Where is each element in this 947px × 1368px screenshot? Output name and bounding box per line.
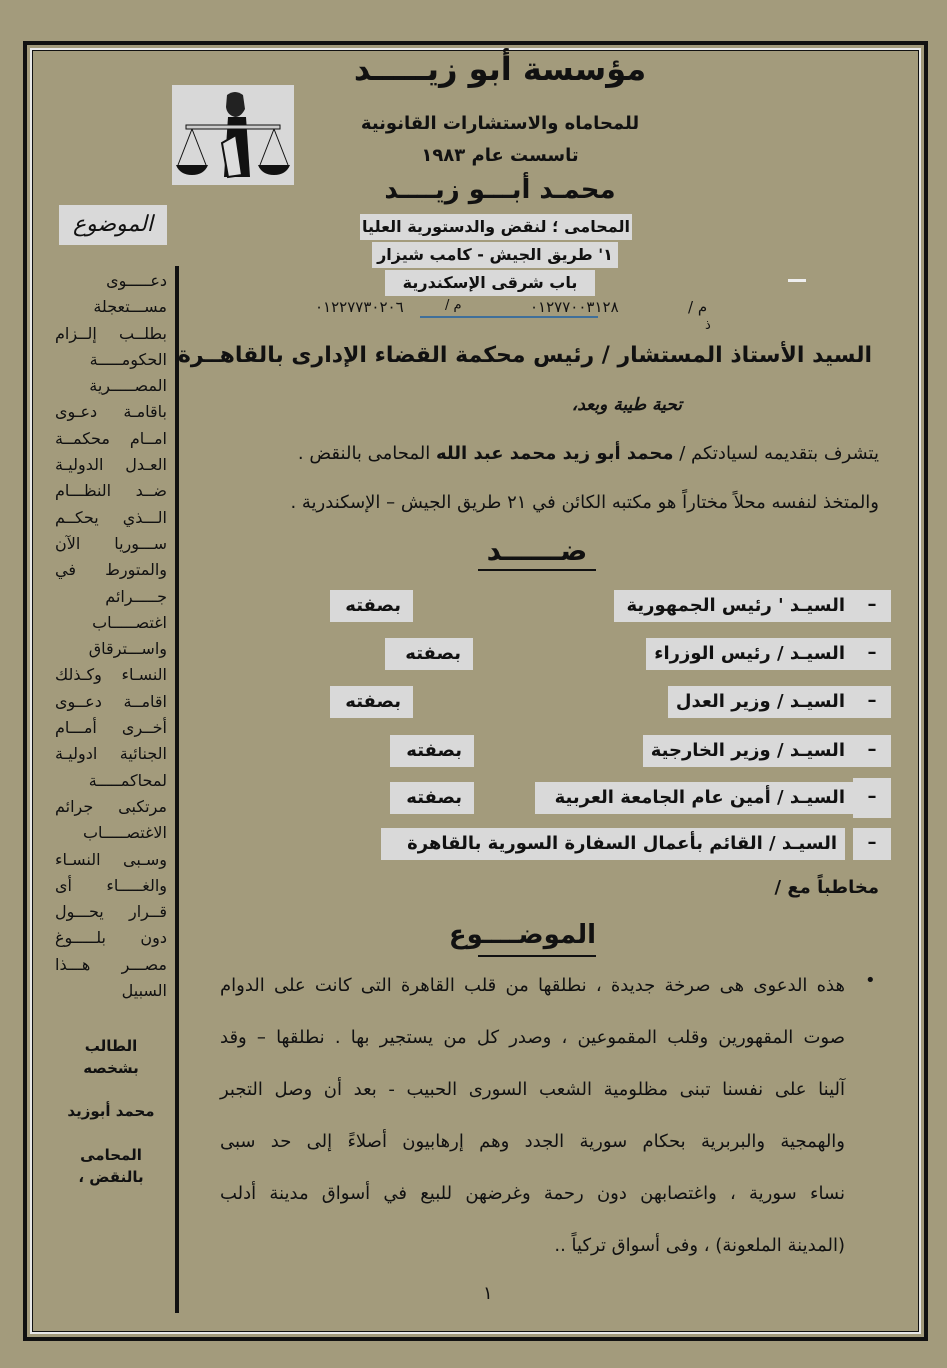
against-heading: ضــــــد xyxy=(478,533,596,571)
phone-number-2: ٠١٢٢٧٧٣٠٢٠٦ xyxy=(315,298,404,316)
signature-title-1: المحامى xyxy=(80,1146,142,1164)
sidebar-line: مرتكبى جرائم xyxy=(55,796,167,816)
phone-number-1: ٠١٢٧٧٠٠٣١٢٨ xyxy=(530,298,619,316)
sidebar-line: مصـــر هـــذا xyxy=(55,954,167,974)
sidebar-line: ســـوريا الآن xyxy=(55,533,167,553)
sidebar-line: وسـبى النسـاء xyxy=(55,849,167,869)
bullet-icon: • xyxy=(865,970,876,991)
addressed-with: مخاطباً مع / xyxy=(774,877,879,898)
intro-prefix: يتشرف بتقديمه لسيادتكم / xyxy=(673,443,879,464)
defendant-name: السيـد / وزير الخارجية xyxy=(643,735,853,767)
defendant-name: السيـد / أمين عام الجامعة العربية xyxy=(535,782,853,814)
defendant-capacity: بصفته xyxy=(330,590,413,622)
sidebar-line: مســـتعجلة xyxy=(93,297,167,317)
body-line: صوت المقهورين وقلب المقموعين ، وصدر كل من يستجير بها . نطلقها – وقد xyxy=(220,1027,845,1048)
sidebar-line: قــرار يحـــول xyxy=(55,902,167,922)
signature-title-2: بالنقض ، xyxy=(78,1168,144,1186)
page-number: ١ xyxy=(483,1283,493,1304)
signature-line-2: بشخصه xyxy=(83,1059,139,1077)
sidebar-line: الـــذي يحكــم xyxy=(55,507,167,527)
body-line: هذه الدعوى هى صرخة جديدة ، نطلقها من قلب القاهرة التى كانت على الدوام xyxy=(220,975,845,996)
stray-mark-bar xyxy=(788,279,806,282)
firm-subtitle: للمحاماه والاستشارات القانونية xyxy=(360,113,640,134)
defendant-name: السيـد / رئيس الوزراء xyxy=(646,638,853,670)
defendant-dash: – xyxy=(853,735,891,767)
defendant-capacity: بصفته xyxy=(390,782,474,814)
lawyer-name: محمـد أبـــو زيــــد xyxy=(384,175,616,205)
sidebar-line: اقامــة دعــوى xyxy=(55,691,167,711)
sidebar-line: النسـاء وكـذلك xyxy=(55,665,167,685)
stray-mark: ذ xyxy=(705,318,711,333)
sidebar-line: والمتورط في xyxy=(55,560,167,580)
sidebar-line: والغـــــاء أى xyxy=(55,875,167,895)
phone-prefix-1: م / xyxy=(688,298,708,316)
defendant-capacity: بصفته xyxy=(385,638,473,670)
sidebar-line: المصـــــرية xyxy=(89,376,167,396)
sidebar-line: بطلــب إلــزام xyxy=(55,323,167,343)
subject-heading: الموضــــوع xyxy=(478,915,596,957)
sidebar-line: الاغتصـــــاب xyxy=(82,823,167,843)
sidebar-subject-text xyxy=(55,268,167,1004)
sidebar-line: الحكومـــــة xyxy=(89,349,167,369)
defendant-dash: – xyxy=(853,686,891,718)
sidebar-line: دون بلـــــوغ xyxy=(55,928,167,948)
body-line: والهمجية والبربرية بحكام سورية الجدد وهم إرهابيون أصلاءً إلى حد سبى xyxy=(220,1131,845,1152)
defendant-name: السيـد ' رئيس الجمهورية xyxy=(614,590,853,622)
addressee: السيد الأستاذ المستشار / رئيس محكمة القضاء الإدارى بالقاهــرة xyxy=(177,343,872,368)
defendant-name: السيـد / القائم بأعمال السفارة السورية بالقاهرة xyxy=(381,828,845,860)
address-line-2: باب شرقى الإسكندرية xyxy=(385,270,595,296)
body-line: آلينا على نفسنا تبنى مظلومية الشعب السورى الحبيب - بعد أن وصل التجبر xyxy=(220,1079,845,1100)
sidebar-divider xyxy=(175,266,179,1313)
sidebar-line: السبيل xyxy=(121,981,167,1001)
firm-name: مؤسسة أبو زيـــــد xyxy=(353,50,647,88)
intro-suffix: المحامى بالنقض . xyxy=(297,443,437,464)
defendant-dash: – xyxy=(853,590,891,622)
sidebar-line: واســـترقاق xyxy=(88,639,167,659)
sidebar-line: اغتصـــــاب xyxy=(92,612,167,632)
defendant-name: السيـد / وزير العدل xyxy=(668,686,853,718)
lawyer-title: المحامى ؛ لنقض والدستورية العليا xyxy=(360,214,632,240)
greeting: تحية طيبة وبعد، xyxy=(571,395,682,415)
sidebar-line: العـدل الدوليـة xyxy=(55,455,167,475)
signature-name: محمد أبوزيد xyxy=(67,1102,155,1120)
sidebar-line: جـــــرائم xyxy=(105,586,167,606)
defendant-capacity: بصفته xyxy=(330,686,413,718)
sidebar-subject-title: الموضوع xyxy=(59,205,167,245)
intro-line xyxy=(298,443,879,464)
sidebar-line: باقامـة دعـوى xyxy=(55,402,167,422)
body-line: (المدينة الملعونة) ، وفى أسواق تركياً .. xyxy=(554,1235,845,1256)
sidebar-line: امــام محكمــة xyxy=(55,428,167,448)
domicile-line: والمتخذ لنفسه محلاً مختاراً هو مكتبه الكائن في ٢١ طريق الجيش – الإسكندرية . xyxy=(290,492,879,513)
sidebar-line: ضــد النظـــام xyxy=(55,481,167,501)
firm-logo xyxy=(172,85,294,185)
sidebar-line: لمحاكمـــــة xyxy=(88,770,167,790)
defendant-dash: – xyxy=(853,828,891,860)
phone-prefix-2: م / xyxy=(445,298,462,313)
scales-of-justice-icon xyxy=(172,85,294,185)
sidebar-line: دعـــــوى xyxy=(106,271,167,290)
intro-name: محمد أبو زيد محمد عبد الله xyxy=(436,443,674,464)
signature-line-1: الطالب xyxy=(84,1037,138,1055)
defendant-capacity: بصفته xyxy=(390,735,474,767)
founded-year: تاسست عام ١٩٨٣ xyxy=(421,145,579,166)
sidebar-line: أخــرى أمـــام xyxy=(55,718,167,738)
subject-body xyxy=(220,960,845,1272)
defendant-dash: – xyxy=(853,638,891,670)
body-line: نساء سورية ، واغتصابهن دون رحمة وغرضهن للبيع في أسواق مدينة أدلب xyxy=(220,1183,845,1204)
sidebar-line: الجنائية ادوليـة xyxy=(55,744,167,764)
defendant-dash: – xyxy=(853,778,891,818)
address-line-1: ١' طريق الجيش - كامب شيزار xyxy=(372,242,618,268)
phone-underline xyxy=(420,316,598,318)
